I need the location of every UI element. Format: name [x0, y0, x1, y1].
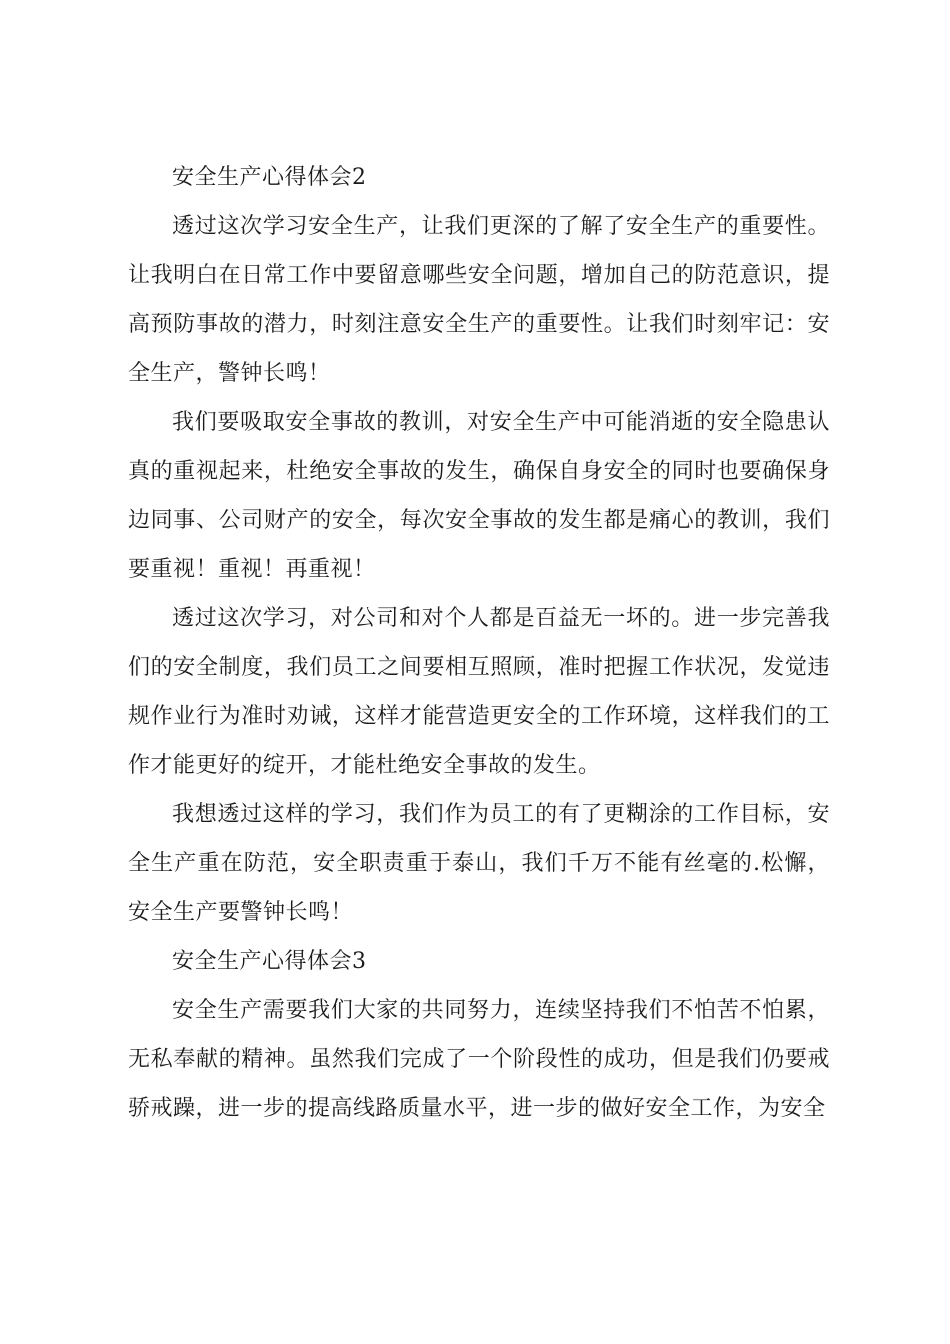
- section-heading-3: 安全生产心得体会3: [172, 949, 367, 974]
- paragraph: 透过这次学习，对公司和对个人都是百益无一坏的。进一步完善我们的安全制度，我们员工之间要相互照顾，准时把握工作状况，发觉违规作业行为准时劝诫，这样才能营造更安全的工作环境，这样我们的工作才能更好的绽开，才能杜绝安全事故的发生。: [128, 606, 830, 778]
- paragraph: 我们要吸取安全事故的教训，对安全生产中可能消逝的安全隐患认真的重视起来，杜绝安全事故的发生，确保自身安全的同时也要确保身边同事、公司财产的安全，每次安全事故的发生都是痛心的教训，我们要重视！重视！再重视！: [128, 410, 830, 582]
- section-heading-2: 安全生产心得体会2: [172, 165, 367, 190]
- document-body: [128, 153, 830, 1133]
- paragraph: 我想透过这样的学习，我们作为员工的有了更糊涂的工作目标，安全生产重在防范，安全职责重于泰山，我们千万不能有丝毫的.松懈，安全生产要警钟长鸣！: [128, 802, 830, 925]
- paragraph: 安全生产需要我们大家的共同努力，连续坚持我们不怕苦不怕累，无私奉献的精神。虽然我们完成了一个阶段性的成功，但是我们仍要戒骄戒躁，进一步的提高线路质量水平，进一步的做好安全工作，为安全: [128, 998, 830, 1121]
- paragraph: 透过这次学习安全生产，让我们更深的了解了安全生产的重要性。让我明白在日常工作中要留意哪些安全问题，增加自己的防范意识，提高预防事故的潜力，时刻注意安全生产的重要性。让我们时刻牢记：安全生产，警钟长鸣！: [128, 214, 830, 386]
